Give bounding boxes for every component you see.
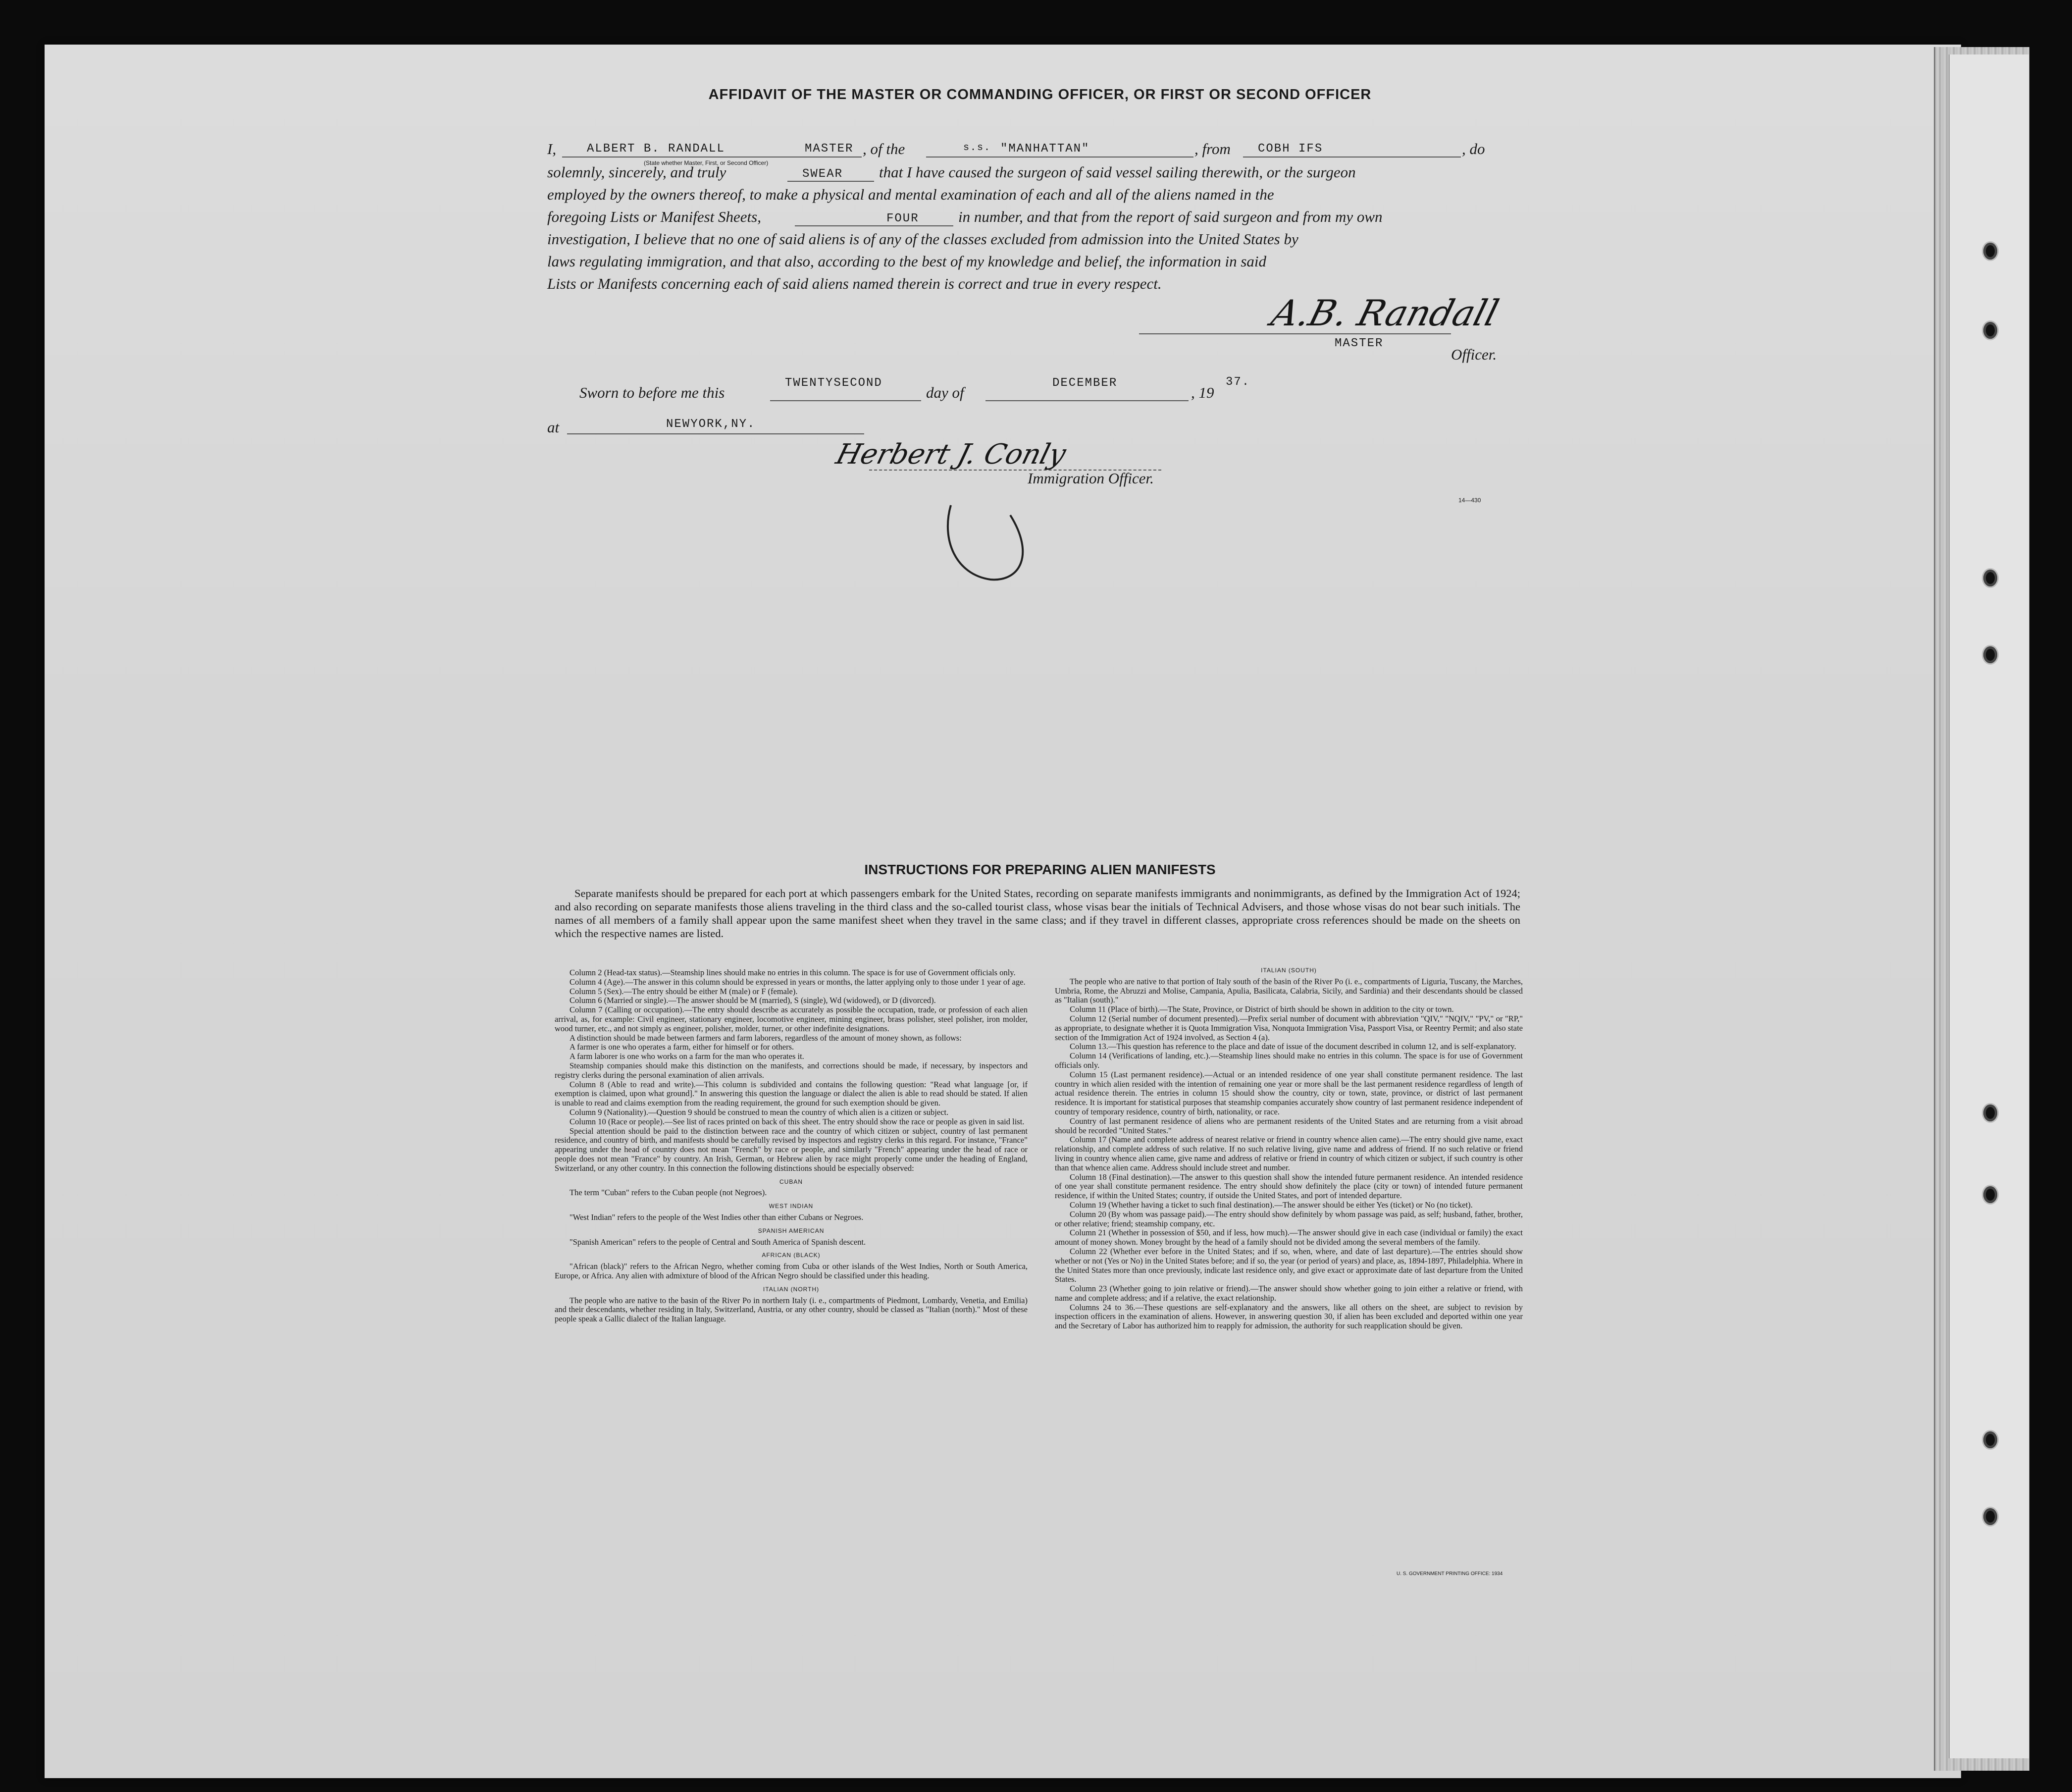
- cuban-text: The term "Cuban" refers to the Cuban people (not Negroes).: [570, 1188, 767, 1198]
- instruction-paragraph: Column 6 (Married or single).—The answer should be M (married), S (single), Wd (widowed), or D (divorced).: [570, 996, 936, 1005]
- instruction-paragraph: Special attention should be paid to the distinction between race and the country of which citizen or subject, country of last permanent residence, and country of birth, and manifests should be carefully revised by inspectors and registry clerks in this regard. For instance, "France" appearing under the head of country does not mean "French" by race or people, and similarly "French" appearing under the head of race or people does not mean "France" by country. An Irish, German, or Hebrew alien by race might properly come under the heading of England, Switzerland, or any other country. In this connection the following distinctions should be especially observed:: [555, 1126, 1028, 1173]
- sworn-month: DECEMBER: [1052, 376, 1118, 390]
- officer-fill-line: [562, 157, 862, 158]
- instructions-title: INSTRUCTIONS FOR PREPARING ALIEN MANIFESTS: [864, 862, 1216, 877]
- instruction-paragraph: Column 23 (Whether going to join relative or friend).—The answer should show whether going to join either a relative or friend, with name and complete address; and if a relative, the exact relationship.: [1055, 1284, 1523, 1303]
- punch-hole-icon: [1983, 1508, 1997, 1525]
- instruction-paragraph: Column 13.—This question has reference to the place and date of issue of the document described in column 12, and is self-explanatory.: [1070, 1042, 1516, 1052]
- punch-hole-icon: [1983, 1186, 1997, 1203]
- spanish-american-text: "Spanish American" refers to the people of Central and South America of Spanish descent.: [570, 1237, 866, 1247]
- port-name: COBH IFS: [1258, 142, 1323, 156]
- instruction-paragraph: Columns 24 to 36.—These questions are self-explanatory and the answers, like all others on the sheet, are subject to revision by inspection officers in the examination of aliens. However, in answering question 30, if alien has been excluded and deported within one year and the Secretary of Labor has authorized him to reapply for admission, the authority for such reapplication should be given.: [1055, 1302, 1523, 1331]
- west-indian-heading: WEST INDIAN: [769, 1203, 814, 1210]
- rank-note: (State whether Master, First, or Second Officer): [644, 159, 769, 166]
- oath-fill-line: [787, 181, 874, 182]
- instruction-paragraph: Column 21 (Whether in possession of $50, and if less, how much).—The answer should give in each case (individual or family) the exact amount of money shown. Money brought by the head of a family should not be divided among the several members of the family.: [1055, 1228, 1523, 1247]
- instruction-paragraph: Column 9 (Nationality).—Question 9 should be construed to mean the country of which alien is a citizen or subject.: [570, 1107, 949, 1117]
- line3: employed by the owners thereof, to make a physical and mental examination of each and all of the aliens named in the: [547, 186, 1274, 203]
- line4-prefix: foregoing Lists or Manifest Sheets,: [547, 208, 761, 225]
- sworn-prefix: Sworn to before me this: [579, 384, 725, 401]
- place-fill-line: [567, 433, 864, 434]
- form-number: 14—430: [1458, 497, 1481, 504]
- instruction-paragraph: Column 18 (Final destination).—The answer to this question shall show the intended future permanent residence. An intended residence of one year shall constitute permanent residence. The entry should show definitely the place (city or town) of intended future permanent residence, if within the United States; country, if outside the United States, and port of intended departure.: [1055, 1172, 1523, 1201]
- instruction-paragraph: Country of last permanent residence of aliens who are permanent residents of the United States and are returning from a visit abroad should be recorded "United States.": [1055, 1116, 1523, 1135]
- instruction-paragraph: Column 2 (Head-tax status).—Steamship lines should make no entries in this column. The space is for use of Government officials only.: [570, 968, 1016, 977]
- line7: Lists or Manifests concerning each of said aliens named therein is correct and true in every respect.: [547, 275, 1162, 292]
- line6: laws regulating immigration, and that also, according to the best of my knowledge and belief, the information in said: [547, 253, 1267, 270]
- line1-of-the: , of the: [863, 140, 905, 158]
- ship-name: "MANHATTAN": [1000, 142, 1090, 156]
- immigration-label: Immigration Officer.: [1028, 470, 1154, 487]
- do-label: , do: [1462, 140, 1485, 158]
- instruction-paragraph: Column 10 (Race or people).—See list of races printed on back of this sheet. The entry should show the race or people as given in said list.: [570, 1116, 1025, 1126]
- instruction-paragraph: Column 17 (Name and complete address of nearest relative or friend in country whence alien came).—The entry should give name, exact relationship, and complete address of such relative. If no such relative living, give name and address of friend. If no such relative or friend living in country whence alien came, give name and address of relative or friend in country of which citizen or subject, if such country is other than that whence alien came. Address should include street and number.: [1055, 1135, 1523, 1172]
- line4-rest: in number, and that from the report of said surgeon and from my own: [958, 208, 1383, 225]
- instruction-paragraph: Column 11 (Place of birth).—The State, Province, or District of birth should be shown in addition to the city or town.: [1070, 1004, 1454, 1014]
- year-suffix: 37.: [1226, 375, 1250, 389]
- day-of-label: day of: [926, 384, 964, 401]
- punch-hole-icon: [1983, 570, 1997, 586]
- instructions-column-right: [1055, 966, 1523, 1582]
- line5: investigation, I believe that no one of said aliens is of any of the classes excluded from admission into the United States by: [547, 230, 1298, 248]
- day-fill-line: [770, 400, 921, 401]
- west-indian-text: "West Indian" refers to the people of the West Indies other than either Cubans or Negroes.: [570, 1212, 864, 1222]
- instruction-paragraph: A farmer is one who operates a farm, either for himself or for others.: [570, 1042, 794, 1052]
- punch-hole-icon: [1983, 646, 1997, 663]
- italian-north-text: The people who are native to the basin of the River Po in northern Italy (i. e., compartments of Piedmont, Lombardy, Venetia, and Emilia) and their descendants, whether residing in Italy, Switzerland, Austria, or any other country, should be classed as "Italian (north)." Most of these people speak a Gallic dialect of the Italian language.: [555, 1295, 1028, 1324]
- affidavit-title: AFFIDAVIT OF THE MASTER OR COMMANDING OFFICER, OR FIRST OR SECOND OFFICER: [708, 87, 1372, 103]
- officer-name: ALBERT B. RANDALL: [587, 142, 725, 156]
- instruction-paragraph: Column 4 (Age).—The answer in this column should be expressed in years or months, the latter applying only to those under 1 year of age.: [570, 977, 1026, 987]
- instruction-paragraph: Column 19 (Whether having a ticket to such final destination).—The answer should be either Yes (ticket) or No (no ticket).: [1070, 1200, 1473, 1210]
- officer-label: Officer.: [1451, 346, 1497, 363]
- instruction-paragraph: The people who are native to that portion of Italy south of the basin of the River Po (i. e., compartments of Liguria, Tuscany, the Marches, Umbria, Rome, the Abruzzi and Molise, Campania, Apulia, Basilicata, Calabria, Sicily, and Sardinia) and their descendants should be classed as "Italian (south).": [1055, 976, 1523, 1005]
- officer-rank: MASTER: [805, 142, 854, 156]
- instruction-paragraph: Column 7 (Calling or occupation).—The entry should describe as accurately as possible the occupation, trade, or profession of each alien arrival, as, for example: Civil engineer, stationary engineer, locomotive engineer, mining engineer, brass polisher, steel polisher, iron molder, wood turner, etc., and not simply as engineer, polisher, molder, turner, or other indefinite designations.: [555, 1005, 1028, 1033]
- punch-hole-icon: [1983, 1105, 1997, 1121]
- book-page-stack: [1949, 54, 2029, 1758]
- african-text: "African (black)" refers to the African Negro, whether coming from Cuba or other islands of the West Indies, North or South America, Europe, or Africa. Any alien with admixture of blood of the African Negro should be classified under this heading.: [555, 1262, 1028, 1280]
- italian-north-heading: ITALIAN (NORTH): [763, 1285, 820, 1293]
- punch-hole-icon: [1983, 243, 1997, 260]
- instruction-paragraph: Column 12 (Serial number of document presented).—Prefix serial number of document with abbreviation "QIV," "NQIV," "PV," or "RP," as appropriate, to designate whether it is Quota Immigration Visa, Nonquota Immigration Visa, Passport Visa, or Reentry Permit; and also state section of the Immigration Act of 1924 involved, as Section 4 (a).: [1055, 1013, 1523, 1042]
- spanish-american-heading: SPANISH AMERICAN: [758, 1227, 825, 1234]
- line2-prefix: solemnly, sincerely, and truly: [547, 163, 726, 181]
- instruction-paragraph: Steamship companies should make this distinction on the manifests, and corrections should be made, if necessary, by inspectors and registry clerks during the personal examination of alien arrivals.: [555, 1060, 1028, 1080]
- month-fill-line: [985, 400, 1189, 401]
- sheet-count: FOUR: [886, 212, 919, 225]
- ship-fill-line: [926, 157, 1193, 158]
- instruction-paragraph: A farm laborer is one who works on a farm for the man who operates it.: [570, 1052, 804, 1061]
- signature-flourish: [936, 495, 1045, 589]
- year-prefix: , 19: [1191, 384, 1214, 401]
- immigration-signature: Herbert J. Conly: [832, 438, 1070, 471]
- punch-hole-icon: [1983, 322, 1997, 339]
- sheets-fill-line: [795, 225, 953, 226]
- instruction-paragraph: A distinction should be made between farmers and farm laborers, regardless of the amount of money shown, as follows:: [570, 1033, 962, 1043]
- printer-mark: U. S. GOVERNMENT PRINTING OFFICE: 1934: [1397, 1571, 1503, 1577]
- ship-prefix: s.s.: [963, 142, 991, 154]
- signature-fill-line: [1139, 333, 1451, 334]
- signer-title: MASTER: [1335, 337, 1384, 350]
- oath-word: SWEAR: [802, 167, 843, 181]
- instruction-paragraph: Column 15 (Last permanent residence).—Actual or an intended residence of one year shall constitute permanent residence. The last country in which alien resided with the intention of remaining one year or more shall be the last permanent residence regardless of length of actual residence therein. The entries in column 15 should show the country, city or town, state, province, or district of last permanent residence. It is important for statistical purposes that steamship companies accurately show country of last permanent residence independent of country of temporary residence, country of birth, nationality, or race.: [1055, 1069, 1523, 1116]
- sworn-place: NEWYORK,NY.: [666, 418, 756, 431]
- cuban-heading: CUBAN: [779, 1178, 803, 1185]
- instruction-paragraph: Column 8 (Able to read and write).—This column is subdivided and contains the following question: "Read what language [or, if exemption is claimed, upon what ground]." In answering this question the language or dialect the alien is able to read should be stated. If alien is unable to read and claims exemption from the reading requirement, the ground for such exemption should be given.: [555, 1079, 1028, 1108]
- instructions-intro: Separate manifests should be prepared for each port at which passengers embark for the United States, recording on separate manifests immigrants and nonimmigrants, as defined by the Immigration Act of 1924; and also recording on separate manifests those aliens traveling in the third class and the so-called tourist class, whose visas bear the initials of Technical Advisers, and those whose visas do not bear such initials. The names of all members of a family shall appear upon the same manifest sheet when they travel in the same class; and if they travel in different classes, appropriate cross references should be made on the sheets on which the respective names are listed.: [555, 887, 1520, 940]
- line2-rest: that I have caused the surgeon of said vessel sailing therewith, or the surgeon: [879, 163, 1356, 181]
- from-label: , from: [1194, 140, 1231, 158]
- port-fill-line: [1243, 157, 1461, 158]
- instruction-paragraph: Column 5 (Sex).—The entry should be either M (male) or F (female).: [570, 986, 798, 996]
- punch-hole-icon: [1983, 1431, 1997, 1448]
- at-label: at: [547, 419, 560, 436]
- italian-south-heading: ITALIAN (SOUTH): [1261, 967, 1317, 974]
- african-heading: AFRICAN (BLACK): [762, 1252, 821, 1259]
- instructions-column-left: [555, 968, 1028, 1582]
- line1-prefix: I,: [547, 140, 557, 158]
- instruction-paragraph: Column 20 (By whom was passage paid).—The entry should show definitely by whom passage was paid, as self; husband, father, brother, or other relative; friend; steamship company, etc.: [1055, 1209, 1523, 1228]
- sworn-day: TWENTYSECOND: [785, 376, 882, 390]
- instruction-paragraph: Column 14 (Verifications of landing, etc.).—Steamship lines should make no entries in this column. The space is for use of Government officials only.: [1055, 1051, 1523, 1070]
- master-signature: A.B. Randall: [1267, 292, 1503, 334]
- instruction-paragraph: Column 22 (Whether ever before in the United States; and if so, when, where, and date of last departure).—The entries should show whether or not (Yes or No) in the United States before; and if so, the year (or period of years) and place, as, 1894-1897, Philadelphia. Where in the United States more than once previously, indicate last residence only, and give exact or approximate date of last departure from the United States.: [1055, 1246, 1523, 1284]
